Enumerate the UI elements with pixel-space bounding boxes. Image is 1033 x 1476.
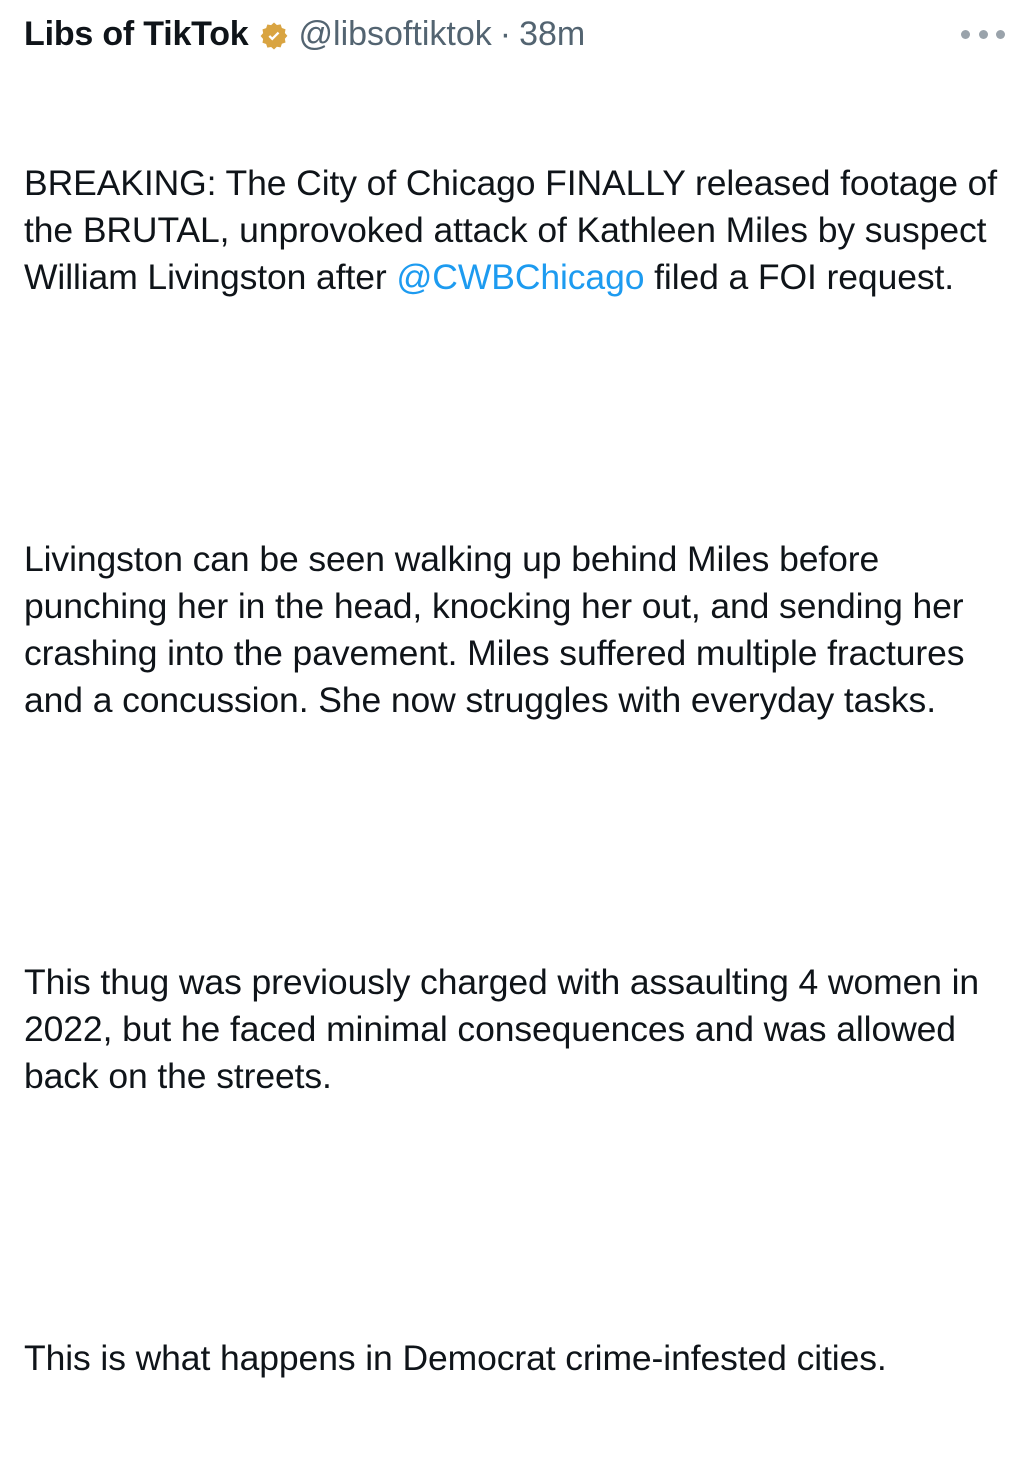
- tweet-paragraph-4: This is what happens in Democrat crime-infested cities.: [24, 1338, 887, 1378]
- user-handle[interactable]: @libsoftiktok: [298, 15, 492, 53]
- tweet-body: [24, 66, 1009, 1476]
- paragraph-spacer-1: [24, 395, 1009, 442]
- mention-link[interactable]: @CWBChicago: [396, 257, 645, 297]
- header-separator: ·: [499, 15, 512, 53]
- tweet-header: [24, 10, 1009, 58]
- paragraph-1-text-before-mention: BREAKING: The City of Chicago FINALLY released footage of the BRUTAL, unprovoked attack of Kathleen Miles by suspect William Livingston after: [24, 163, 1007, 297]
- paragraph-spacer-2: [24, 818, 1009, 865]
- verified-badge-icon: [259, 21, 289, 51]
- more-options-icon[interactable]: [961, 20, 1005, 48]
- tweet-paragraph-1: [24, 160, 1009, 301]
- tweet-timestamp[interactable]: 38m: [519, 15, 586, 53]
- tweet-paragraph-3: This thug was previously charged with assaulting 4 women in 2022, but he faced minimal consequences and was allowed back on the streets.: [24, 962, 989, 1096]
- paragraph-1-text-after-mention: filed a FOI request.: [644, 257, 955, 297]
- paragraph-spacer-3: [24, 1194, 1009, 1241]
- tweet-paragraph-2: Livingston can be seen walking up behind Miles before punching her in the head, knocking her out, and sending her crashing into the pavement. Miles suffered multiple fractures and a concussion. She now struggles with everyday tasks.: [24, 539, 975, 720]
- display-name[interactable]: Libs of TikTok: [24, 15, 249, 53]
